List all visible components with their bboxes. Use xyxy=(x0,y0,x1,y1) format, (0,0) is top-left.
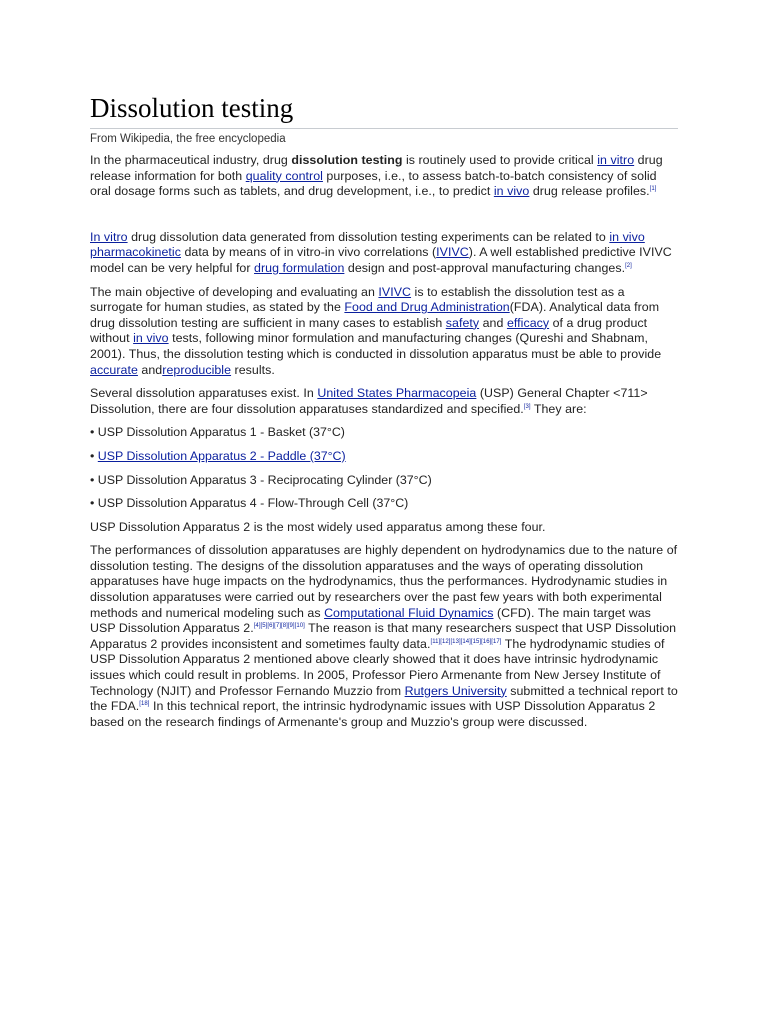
text: drug release information for both xyxy=(90,153,663,183)
page-title: Dissolution testing xyxy=(90,90,678,129)
list-item-text: USP Dissolution Apparatus 1 - Basket (37°C) xyxy=(97,425,345,440)
references-11-17[interactable]: [11][12][13][14][15][16][17] xyxy=(430,638,502,645)
bullet: • xyxy=(90,472,98,487)
text: In this technical report, the intrinsic hydrodynamic issues with USP Dissolution Apparatus 2 based on the research findings of Armenante's group and Muzzio's group were discussed. xyxy=(90,699,656,729)
objective-paragraph xyxy=(90,285,678,379)
reference-2[interactable]: [2] xyxy=(625,262,632,269)
link-efficacy[interactable]: efficacy xyxy=(506,315,550,330)
link-in-vivo[interactable]: in vivo xyxy=(609,229,645,244)
text: The reason is that many researchers suspect that USP Dissolution Apparatus 2 provides inconsistent and sometimes faulty data. xyxy=(90,621,677,651)
list-item xyxy=(90,473,678,489)
text: Several dissolution apparatuses exist. In xyxy=(90,386,318,401)
link-in-vivo[interactable]: in vivo xyxy=(133,331,169,346)
text: tests, following minor formulation and manufacturing changes (Qureshi and Shabnam, 2001). Thus, the dissolution testing which is conducted in dissolution apparatus must be able to provide xyxy=(90,331,662,361)
widely-used-paragraph: USP Dissolution Apparatus 2 is the most widely used apparatus among these four. xyxy=(90,519,546,534)
text: data by means of in vitro-in vivo correlations ( xyxy=(180,245,437,260)
references-4-10[interactable]: [4][5][6][7][8][9][10] xyxy=(253,623,305,630)
text: The main objective of developing and evaluating an xyxy=(90,284,379,299)
apparatus-paragraph xyxy=(90,386,678,417)
text: and xyxy=(479,315,507,330)
reference-18[interactable]: [18] xyxy=(139,701,150,708)
text: submitted a technical report to the FDA. xyxy=(90,683,678,714)
reference-1[interactable]: [1] xyxy=(649,186,657,193)
link-quality-control[interactable]: quality control xyxy=(245,168,323,183)
list-item-text: USP Dissolution Apparatus 3 - Reciprocating Cylinder (37°C) xyxy=(97,472,432,487)
link-drug-formulation[interactable]: drug formulation xyxy=(254,260,345,275)
hydrodynamics-paragraph xyxy=(90,543,678,730)
link-ivivc[interactable]: IVIVC xyxy=(378,284,412,299)
text: of a drug product without xyxy=(90,315,648,346)
link-fda[interactable]: Food and Drug Administration xyxy=(344,300,510,315)
text: The hydrodynamic studies of USP Dissolution Apparatus 2 mentioned above clearly showed that it does have intrinsic hydrodynamic issues which could result in problems. In 2005, Professor Piero Armenante from New Jersey Institute of Technology (NJIT) and Professor Fernando Muzzio from xyxy=(90,636,665,698)
tagline: From Wikipedia, the free encyclopedia xyxy=(90,133,286,145)
text: In the pharmaceutical industry, drug xyxy=(90,153,292,167)
text: The performances of dissolution apparatuses are highly dependent on hydrodynamics due to the nature of dissolution testing. The designs of the dissolution apparatuses and the ways of operating dissolution apparatuses have huge impacts on the hydrodynamics, thus the performances. Hydrodynamic studies in dissolution apparatuses were carried out by researchers over the past few years with both experimental methods and numerical modeling such as xyxy=(90,543,678,620)
link-accurate[interactable]: accurate xyxy=(90,362,138,377)
article xyxy=(90,90,678,738)
list-item xyxy=(90,425,678,441)
intro-paragraph xyxy=(90,153,678,200)
text: and xyxy=(137,362,163,377)
text: design and post-approval manufacturing changes. xyxy=(344,260,626,275)
text: purposes, i.e., to assess batch-to-batch consistency of solid oral dosage forms such as tablets, and drug development, i.e., to predict xyxy=(90,168,657,199)
link-pharmacokinetic[interactable]: pharmacokinetic xyxy=(90,245,181,260)
text: ). A well established predictive IVIVC model can be very helpful for xyxy=(90,245,672,275)
list-item xyxy=(90,449,678,465)
text: results. xyxy=(231,362,275,377)
text: They are: xyxy=(530,401,587,416)
text: drug release profiles. xyxy=(529,184,650,199)
link-in-vitro[interactable]: in vitro xyxy=(597,153,635,167)
spacer xyxy=(90,208,678,230)
bold-term: dissolution testing xyxy=(291,153,403,167)
bullet: • xyxy=(90,425,98,440)
link-rutgers[interactable]: Rutgers University xyxy=(404,683,507,698)
bullet: • xyxy=(90,496,98,511)
link-in-vivo[interactable]: in vivo xyxy=(493,184,530,199)
text: is to establish the dissolution test as a surrogate for human studies, as stated by the xyxy=(90,284,625,315)
list-item-text: USP Dissolution Apparatus 4 - Flow-Through Cell (37°C) xyxy=(97,496,409,511)
text: (CFD). The main target was USP Dissolution Apparatus 2. xyxy=(90,605,651,636)
link-apparatus-2[interactable]: USP Dissolution Apparatus 2 - Paddle (37°C) xyxy=(97,448,346,463)
link-safety[interactable]: safety xyxy=(445,315,480,330)
link-ivivc[interactable]: IVIVC xyxy=(436,245,469,260)
reference-3[interactable]: [3] xyxy=(523,403,531,410)
link-usp[interactable]: United States Pharmacopeia xyxy=(317,386,477,401)
text: (USP) General Chapter <711> Dissolution, there are four dissolution apparatuses standardized and specified. xyxy=(90,386,648,416)
list-item xyxy=(90,496,678,512)
link-in-vitro[interactable]: In vitro xyxy=(90,229,128,244)
link-cfd[interactable]: Computational Fluid Dynamics xyxy=(324,605,494,620)
link-reproducible[interactable]: reproducible xyxy=(162,362,232,377)
bullet: • xyxy=(90,448,98,463)
text: drug dissolution data generated from dissolution testing experiments can be related to xyxy=(127,229,610,244)
ivivc-paragraph xyxy=(90,230,678,277)
text: (FDA). Analytical data from drug dissolution testing are sufficient in many cases to establish xyxy=(90,300,660,330)
text: is routinely used to provide critical xyxy=(402,153,598,167)
